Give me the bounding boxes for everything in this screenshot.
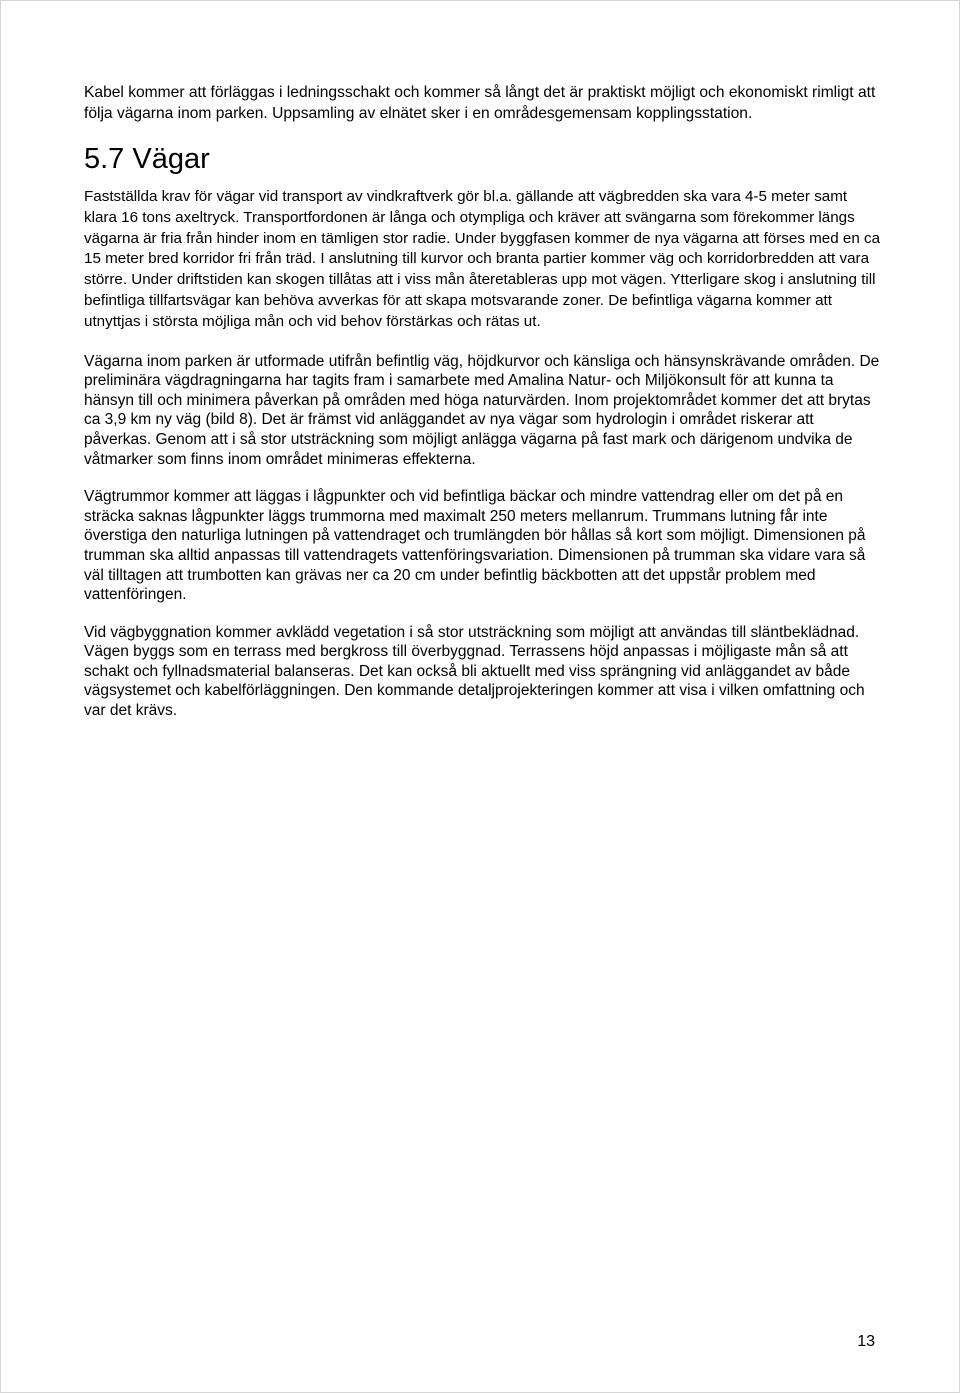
section-heading: 5.7 Vägar [84, 143, 210, 175]
intro-paragraph: Kabel kommer att förläggas i ledningsschakt och kommer så långt det är praktiskt möjligt och ekonomiskt rimligt att följa vägarna inom parken. Uppsamling av elnätet sker i en områdesgemensam kopplingsstation. [84, 84, 876, 122]
page-content [84, 83, 884, 721]
paragraph-culverts: Vägtrummor kommer att läggas i lågpunkter och vid befintliga bäckar och mindre vattendrag eller om det på en sträcka saknas lågpunkter läggs trummorna med maximalt 250 meters mellanrum. Trummans lutning får inte överstiga den naturliga lutningen på vattendraget och trumlängden bör hållas så kort som möjligt. Dimensionen på trumman ska alltid anpassas till vattendragets vattenföringsvariation. Dimensionen på trumman ska vidare vara så väl tilltagen att trumbotten kan grävas ner ca 20 cm under befintlig bäckbotten att det uppstår problem med vattenföringen. [84, 488, 866, 604]
paragraph-road-construction: Vid vägbyggnation kommer avklädd vegetation i så stor utsträckning som möjligt att användas till släntbeklädnad. Vägen byggs som en terrass med bergkross till överbyggnad. Terrassens höjd anpassas i möjligaste mån så att schakt och fyllnadsmaterial balanseras. Det kan också bli aktuellt med viss sprängning vid anläggandet av både vägsystemet och kabelförläggningen. Den kommande detaljprojekteringen kommer att visa i vilken omfattning och var det krävs. [84, 623, 865, 720]
page-number: 13 [857, 1333, 875, 1350]
paragraph-road-requirements: Fastställda krav för vägar vid transport av vindkraftverk gör bl.a. gällande att vägbredden ska vara 4-5 meter samt klara 16 tons axeltryck. Transportfordonen är långa och otympliga och kräver att svängarna som förekommer längs vägarna är fria från hinder inom en tämligen stor radie. Under byggfasen kommer de nya vägarna att förses med en ca 15 meter bred korridor fri från träd. I anslutning till kurvor och branta partier kommer väg och korridorbredden att vara större. Under driftstiden kan skogen tillåtas att i viss mån återetableras upp mot vägen. Ytterligare skog i anslutning till befintliga tillfartsvägar kan behöva avverkas för att skapa motsvarande zoner. De befintliga vägarna kommer att utnyttjas i största möjliga mån och vid behov förstärkas och rätas ut. [84, 188, 881, 330]
paragraph-road-design: Vägarna inom parken är utformade utifrån befintlig väg, höjdkurvor och känsliga och hänsynskrävande områden. De preliminära vägdragningarna har tagits fram i samarbete med Amalina Natur- och Miljökonsult för att kunna ta hänsyn till och minimera påverkan på områden med höga naturvärden. Inom projektområdet kommer det att brytas ca 3,9 km ny väg (bild 8). Det är främst vid anläggandet av nya vägar som hydrologin i området riskerar att påverkas. Genom att i så stor utsträckning som möjligt anlägga vägarna på fast mark och därigenom undvika de våtmarker som finns inom området minimeras effekterna. [84, 352, 880, 468]
